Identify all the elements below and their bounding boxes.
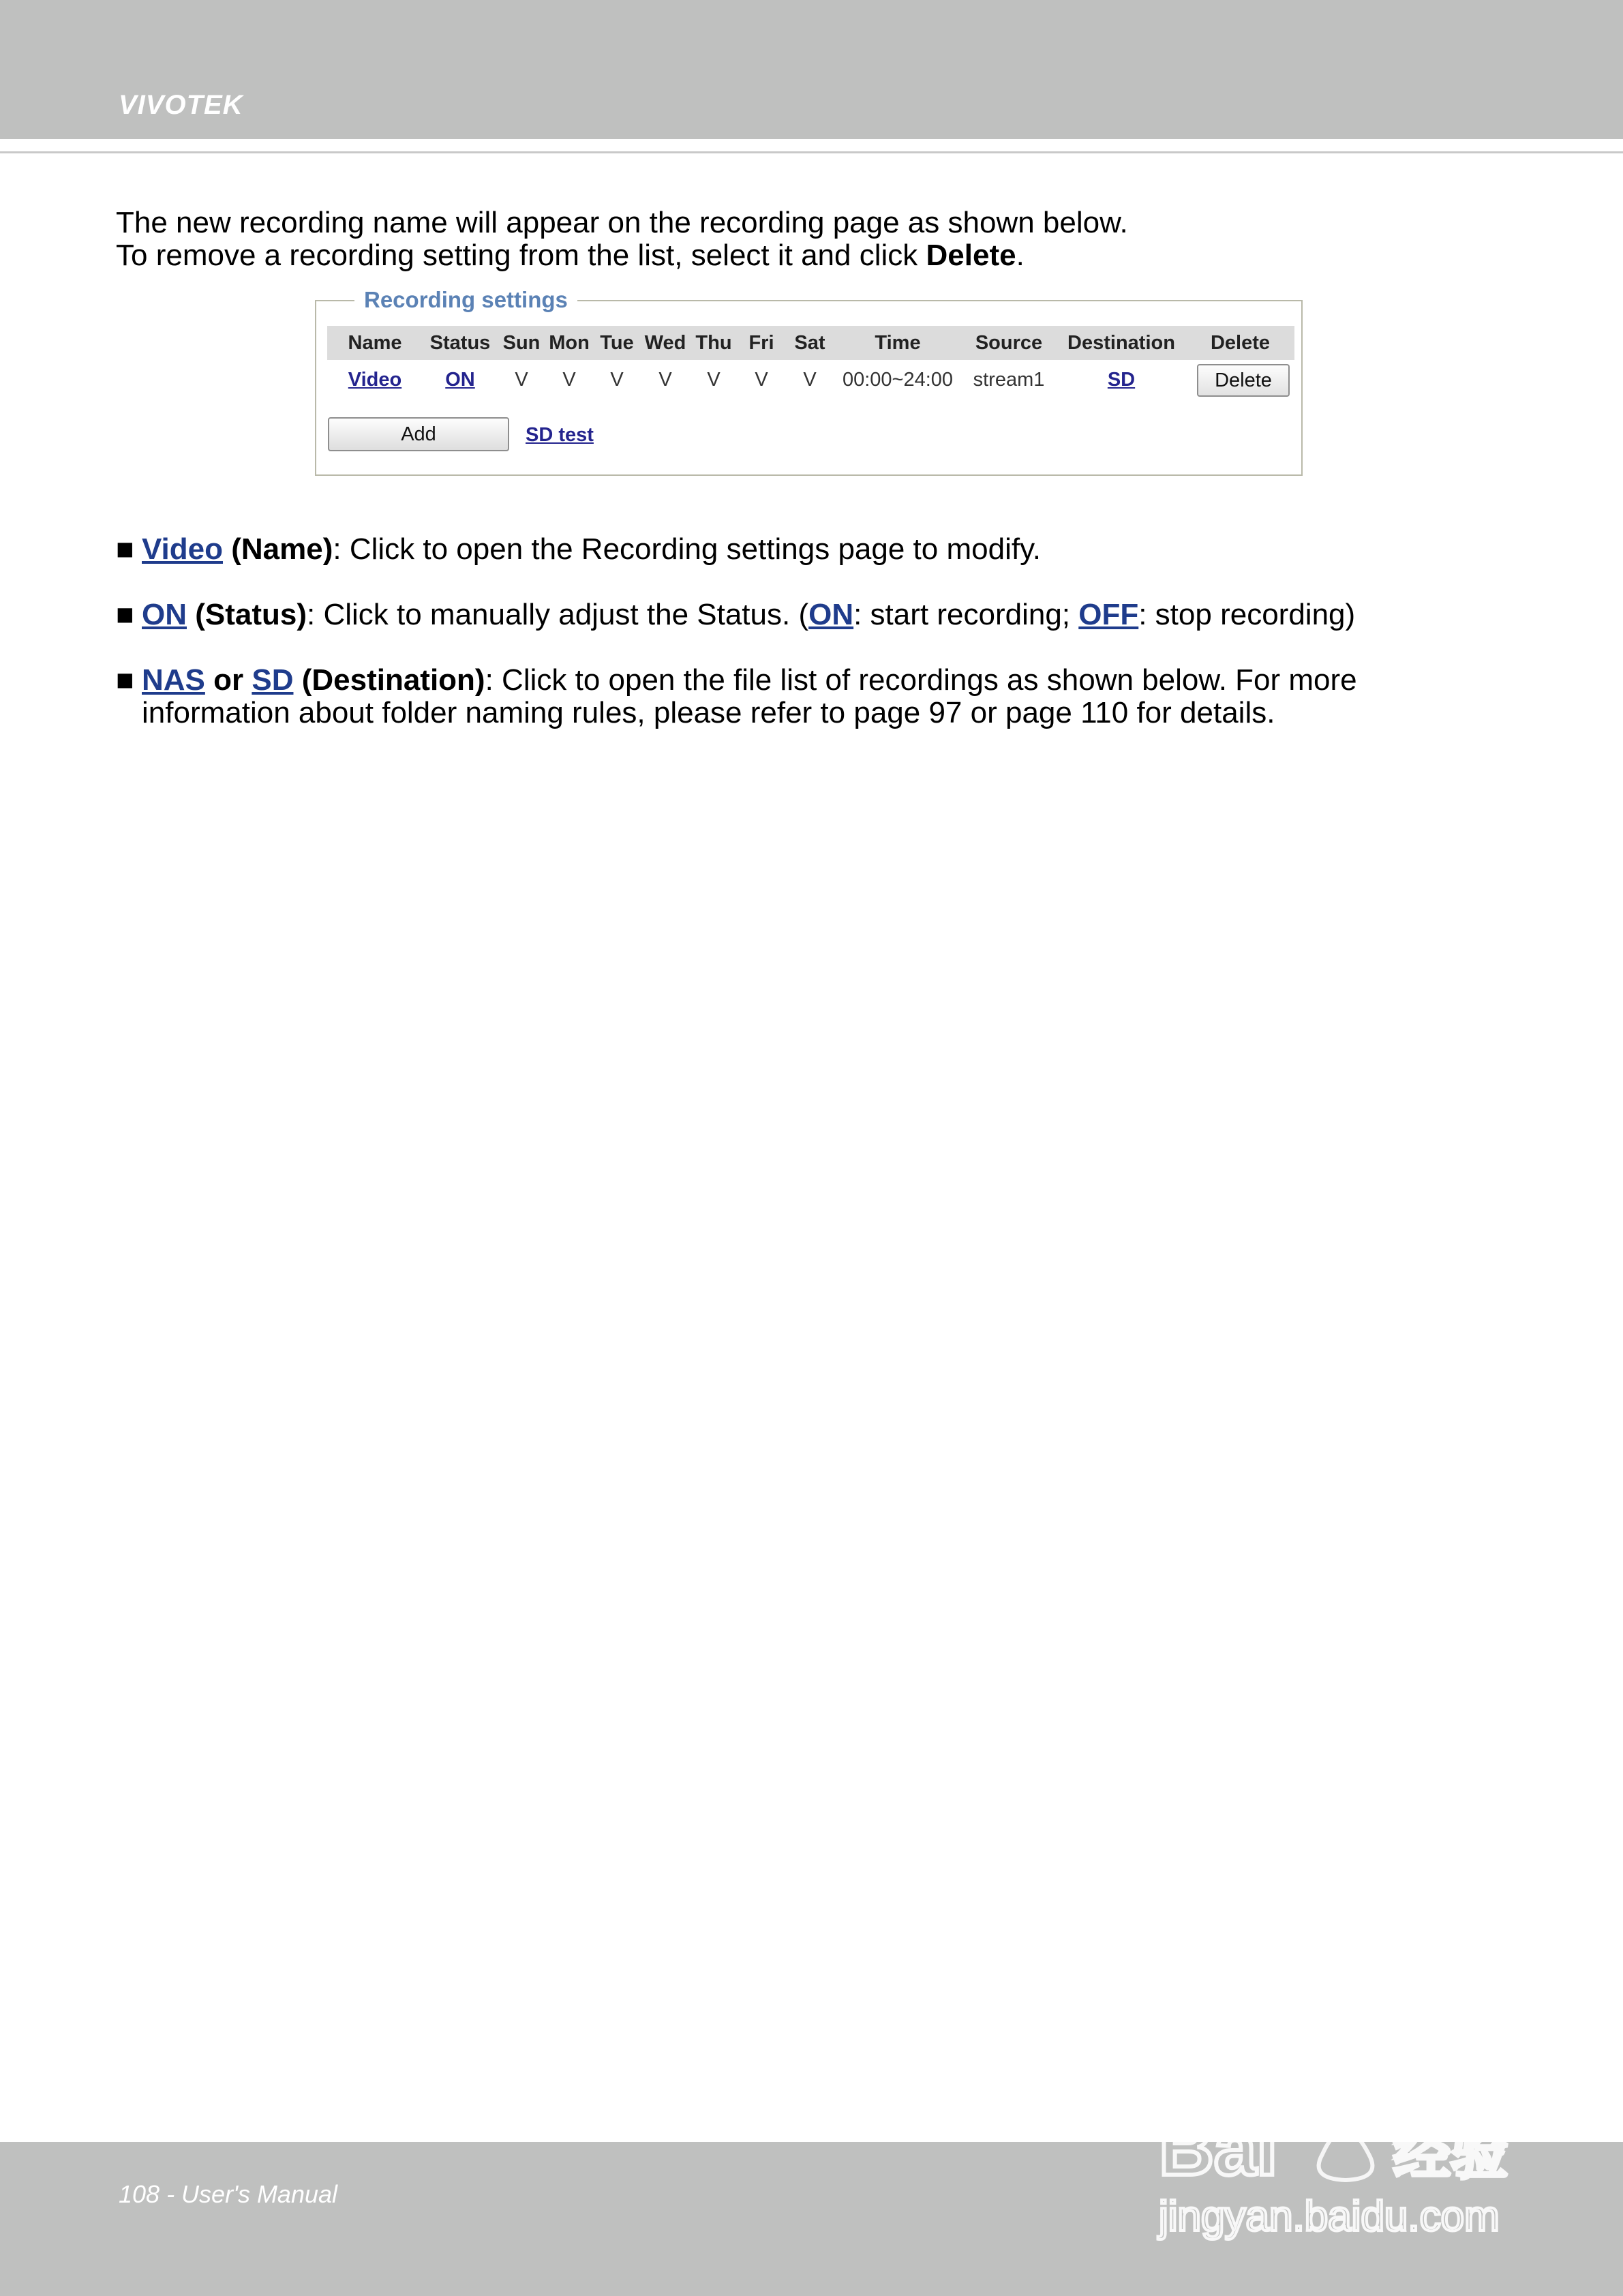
day-sun-value: V (515, 369, 528, 391)
bullet-on-status (116, 599, 1513, 631)
recording-destination-link[interactable]: SD (1107, 369, 1136, 391)
intro-text (116, 207, 1513, 272)
intro-line-2-suffix: . (1016, 239, 1025, 272)
day-wed-value: V (658, 369, 672, 391)
col-header-tue: Tue (600, 332, 634, 354)
on-inline-link[interactable]: ON (808, 598, 854, 631)
bullet-text (142, 599, 1513, 631)
bullet-label: (Destination) (293, 663, 485, 697)
header-divider (0, 151, 1623, 153)
col-header-sat: Sat (794, 332, 825, 354)
nas-link[interactable]: NAS (142, 663, 205, 697)
col-header-fri: Fri (748, 332, 774, 354)
col-header-delete: Delete (1210, 332, 1271, 354)
bullet-label: (Name) (223, 532, 333, 566)
day-tue-value: V (610, 369, 624, 391)
bullet-description: : Click to open the file list of recordings as shown below. For more information about folder naming rules, please refer to page 97 or page 110 for details. (142, 663, 1357, 729)
page-number: 108 - User's Manual (119, 2180, 338, 2208)
intro-delete-word: Delete (926, 239, 1016, 272)
bullet-description: : Click to manually adjust the Status. ( (307, 598, 809, 631)
col-header-thu: Thu (695, 332, 732, 354)
on-link[interactable]: ON (142, 598, 187, 631)
col-header-mon: Mon (549, 332, 590, 354)
day-thu-value: V (707, 369, 721, 391)
bullet-description-3: : stop recording) (1138, 598, 1356, 631)
bullet-square-icon: ■ (116, 532, 134, 566)
col-header-wed: Wed (644, 332, 686, 354)
recording-status-link[interactable]: ON (445, 369, 475, 391)
intro-line-2-prefix: To remove a recording setting from the list, select it and click (116, 239, 926, 272)
bullet-text (142, 664, 1513, 729)
bullet-video-name (116, 533, 1513, 566)
col-header-destination: Destination (1067, 332, 1175, 354)
bullet-list (116, 533, 1513, 762)
add-button[interactable]: Add (328, 417, 509, 451)
day-fri-value: V (755, 369, 768, 391)
recording-table-header (327, 326, 1294, 360)
col-header-name: Name (348, 332, 402, 354)
bullet-description: : Click to open the Recording settings page to modify. (333, 532, 1042, 566)
bullet-description-2: : start recording; (853, 598, 1079, 631)
col-header-source: Source (975, 332, 1043, 354)
brand-logo-text: VIVOTEK (119, 90, 243, 120)
intro-line-1: The new recording name will appear on the recording page as shown below. (116, 206, 1128, 239)
recording-settings-legend: Recording settings (354, 286, 577, 314)
bullet-label: (Status) (187, 598, 307, 631)
recording-name-link[interactable]: Video (348, 369, 402, 391)
bullet-square-icon: ■ (116, 663, 134, 697)
recording-source-value: stream1 (973, 369, 1045, 391)
day-sat-value: V (803, 369, 817, 391)
watermark-brand: Bai (1159, 2106, 1278, 2191)
day-mon-value: V (562, 369, 576, 391)
watermark-url: jingyan.baidu.com (1159, 2193, 1500, 2240)
bullet-or: or (204, 663, 252, 697)
page-header (0, 0, 1623, 139)
sd-test-link[interactable]: SD test (526, 424, 594, 446)
video-link[interactable]: Video (142, 532, 224, 566)
watermark-jingyan: 经验 (1393, 2120, 1508, 2187)
bullet-text (142, 533, 1513, 566)
baidu-jingyan-watermark (1152, 2052, 1534, 2250)
off-inline-link[interactable]: OFF (1078, 598, 1139, 631)
bullet-square-icon: ■ (116, 598, 134, 631)
col-header-time: Time (875, 332, 921, 354)
intro-line-2 (116, 239, 1513, 272)
col-header-status: Status (429, 332, 491, 354)
paw-icon (1307, 2061, 1395, 2180)
recording-settings-panel (315, 287, 1303, 476)
delete-button[interactable]: Delete (1197, 364, 1290, 397)
sd-link[interactable]: SD (252, 663, 294, 697)
bullet-destination (116, 664, 1513, 729)
recording-time-value: 00:00~24:00 (842, 369, 954, 391)
col-header-sun: Sun (502, 332, 541, 354)
